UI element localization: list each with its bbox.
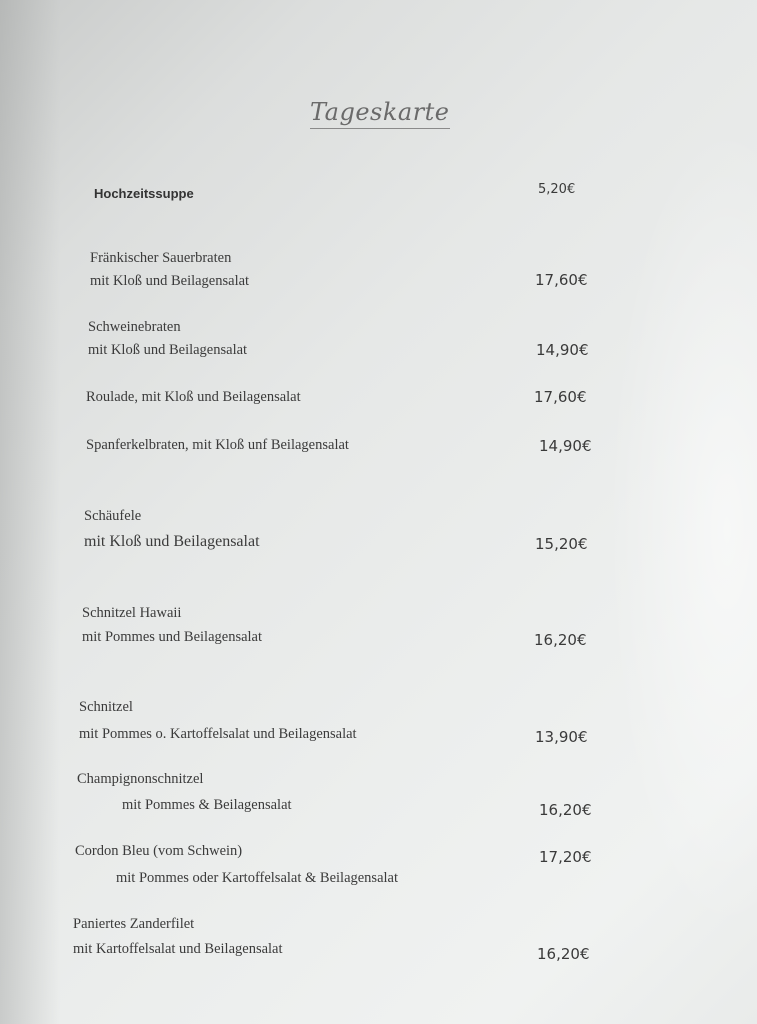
- dish-price: 17,60€: [534, 388, 587, 406]
- dish-price: 13,90€: [535, 728, 588, 746]
- dish-name: Schweinebraten: [88, 319, 181, 335]
- paper-highlight: [607, 120, 757, 940]
- dish-description: mit Kloß und Beilagensalat: [88, 342, 248, 358]
- dish-price: 14,90€: [536, 341, 589, 359]
- dish-price: 14,90€: [539, 437, 592, 455]
- dish-description: mit Pommes oder Kartoffelsalat & Beilagensalat: [116, 870, 399, 886]
- menu-title: Tageskarte: [310, 98, 450, 129]
- dish-description: mit Pommes & Beilagensalat: [122, 797, 292, 813]
- dish-name: Schnitzel Hawaii: [82, 605, 182, 621]
- dish-name: Schnitzel: [79, 699, 133, 715]
- dish-name: Champignonschnitzel: [77, 771, 204, 787]
- dish-description: mit Pommes und Beilagensalat: [82, 629, 263, 645]
- dish-price: 16,20€: [534, 631, 587, 649]
- dish-description: mit Kloß und Beilagensalat: [84, 533, 260, 550]
- dish-name: Paniertes Zanderfilet: [73, 916, 195, 932]
- dish-price: 15,20€: [535, 535, 588, 553]
- dish-price: 17,20€: [539, 848, 592, 866]
- dish-name: Cordon Bleu (vom Schwein): [75, 843, 243, 859]
- dish-description: mit Pommes o. Kartoffelsalat und Beilagensalat: [79, 726, 357, 742]
- dish-price: 16,20€: [539, 801, 592, 819]
- dish-price: 5,20€: [538, 182, 576, 197]
- dish-name: Spanferkelbraten, mit Kloß unf Beilagensalat: [86, 437, 349, 453]
- paper-shadow: [0, 0, 60, 1024]
- dish-name: Schäufele: [84, 508, 142, 524]
- dish-name: Fränkischer Sauerbraten: [90, 250, 232, 266]
- dish-price: 16,20€: [537, 945, 590, 963]
- dish-name: Hochzeitssuppe: [94, 186, 194, 201]
- dish-description: mit Kartoffelsalat und Beilagensalat: [73, 941, 283, 957]
- dish-price: 17,60€: [535, 271, 588, 289]
- dish-name: Roulade, mit Kloß und Beilagensalat: [86, 389, 301, 405]
- dish-description: mit Kloß und Beilagensalat: [90, 273, 250, 289]
